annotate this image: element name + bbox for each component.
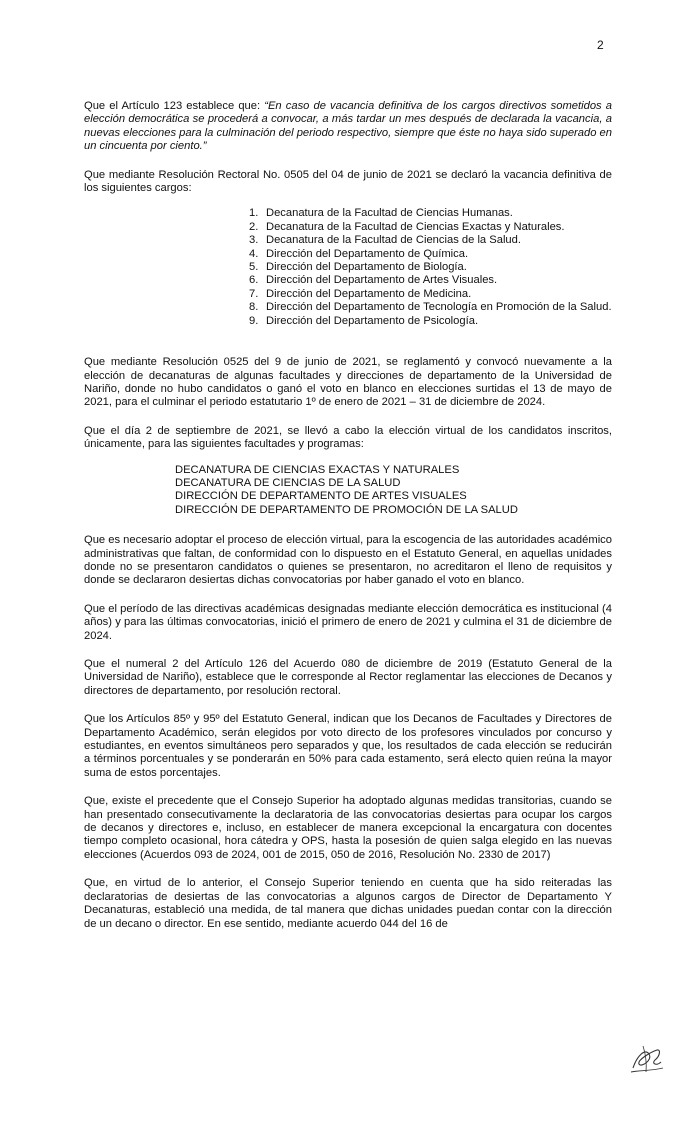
article-quote: “En caso de vacancia definitiva de los cargos directivos sometidos a elección democrática se procederá a convocar, a más tardar un mes después de declarada la vacancia, a nuevas elecciones para la culminación del periodo respectivo, siempre que éste no haya sido superado en un cincuenta por ciento.” — [84, 100, 613, 153]
list-item: DIRECCIÓN DE DEPARTAMENTO DE PROMOCIÓN DE LA SALUD — [175, 503, 518, 516]
document-body — [84, 100, 612, 946]
list-item: 8. Dirección del Departamento de Tecnología en Promoción de la Salud. — [249, 301, 612, 314]
paragraph-articulo-123 — [84, 100, 612, 154]
paragraph-periodo-directivas: Que el período de las directivas académicas designadas mediante elección democrática es institucional (4 años) y para las últimas convocatorias, inició el primero de enero de 2021 y culmina el 31 de diciembre de 2024. — [84, 602, 612, 642]
list-item: DIRECCIÓN DE DEPARTAMENTO DE ARTES VISUALES — [175, 490, 467, 503]
list-item: DECANATURA DE CIENCIAS DE LA SALUD — [175, 476, 401, 489]
paragraph-consejo-superior: Que, en virtud de lo anterior, el Consejo Superior teniendo en cuenta que ha sido reiteradas las declaratorias de desiertas de las convocatorias a algunos cargos de Director de Departamento Y Decanaturas, estableció una medida, de tal manera que dichas unidades puedan contar con la dirección de un decano o director. En ese sentido, mediante acuerdo 044 del 16 de — [84, 877, 612, 930]
list-item: 5. Dirección del Departamento de Biología. — [249, 261, 467, 274]
signature-icon — [627, 1038, 667, 1082]
paragraph-proceso-virtual: Que es necesario adoptar el proceso de elección virtual, para la escogencia de las autoridades académico administrativas que faltan, de conformidad con lo dispuesto en el Estatuto General, en aquellas unidades donde no se presentaron candidatos o quienes se presentaron, no acreditaron el lleno de requisitos y donde se declararon desiertas dichas convocatorias por haber ganado el voto en blanco. — [84, 534, 612, 587]
list-item: 3. Decanatura de la Facultad de Ciencias de la Salud. — [249, 234, 521, 247]
list-item: 4. Dirección del Departamento de Química. — [249, 247, 469, 260]
paragraph-resolucion-0525: Que mediante Resolución 0525 del 9 de junio de 2021, se reglamentó y convocó nuevamente a la elección de decanaturas de algunas facultades y direcciones de departamento de la Universidad de Nariño, donde no hubo candidatos o ganó el voto en blanco en elecciones surtidas el 13 de mayo de 2021, para el culminar el periodo estatutario 1º de enero de 2021 – 31 de diciembre de 2024. — [84, 356, 612, 409]
paragraph-eleccion-virtual: Que el día 2 de septiembre de 2021, se llevó a cabo la elección virtual de los candidatos inscritos, únicamente, para las siguientes facultades y programas: — [84, 424, 612, 451]
list-item: 7. Dirección del Departamento de Medicina. — [249, 287, 472, 300]
paragraph-precedente: Que, existe el precedente que el Consejo Superior ha adoptado algunas medidas transitorias, cuando se han presentado consecutivamente la declaratoria de las convocatorias desiertas para ocupar los cargos de decanos y directores e, incluso, en establecer de manera excepcional la encargatura con docentes tiempo completo ocasional, hora cátedra y OPS, hasta la posesión de quien salga elegido en las nuevas elecciones (Acuerdos 093 de 2024, 001 de 2015, 050 de 2016, Resolución No. 2330 de 2017) — [84, 795, 612, 861]
list-item: 9. Dirección del Departamento de Psicología. — [249, 314, 479, 327]
cargos-list — [84, 207, 612, 328]
paragraph-articulos-85-95: Que los Artículos 85º y 95º del Estatuto General, indican que los Decanos de Facultades y Directores de Departamento Académico, serán elegidos por voto directo de los profesores vinculados por concurso y estudiantes, en eventos simultáneos pero separados y que, los resultados de cada elección se reducirán a términos porcentuales y se ponderarán en 50% para cada estamento, será electo quien reúna la mayor suma de estos porcentajes. — [84, 713, 612, 779]
paragraph-resolucion-0505: Que mediante Resolución Rectoral No. 0505 del 04 de junio de 2021 se declaró la vacancia definitiva de los siguientes cargos: — [84, 168, 612, 195]
programas-list — [175, 464, 612, 518]
paragraph-articulo-126: Que el numeral 2 del Artículo 126 del Acuerdo 080 de diciembre de 2019 (Estatuto General de la Universidad de Nariño), establece que le corresponde al Rector reglamentar las elecciones de Decanos y directores de departamento, por resolución rectoral. — [84, 658, 612, 697]
list-item: DECANATURA DE CIENCIAS EXACTAS Y NATURALES — [175, 463, 460, 476]
list-item: 2. Decanatura de la Facultad de Ciencias Exactas y Naturales. — [249, 220, 565, 233]
list-item: 6. Dirección del Departamento de Artes Visuales. — [249, 274, 498, 287]
list-item: 1. Decanatura de la Facultad de Ciencias Humanas. — [249, 207, 513, 220]
paragraph-intro: Que el Artículo 123 establece que: — [84, 100, 265, 112]
page-number: 2 — [597, 38, 604, 52]
